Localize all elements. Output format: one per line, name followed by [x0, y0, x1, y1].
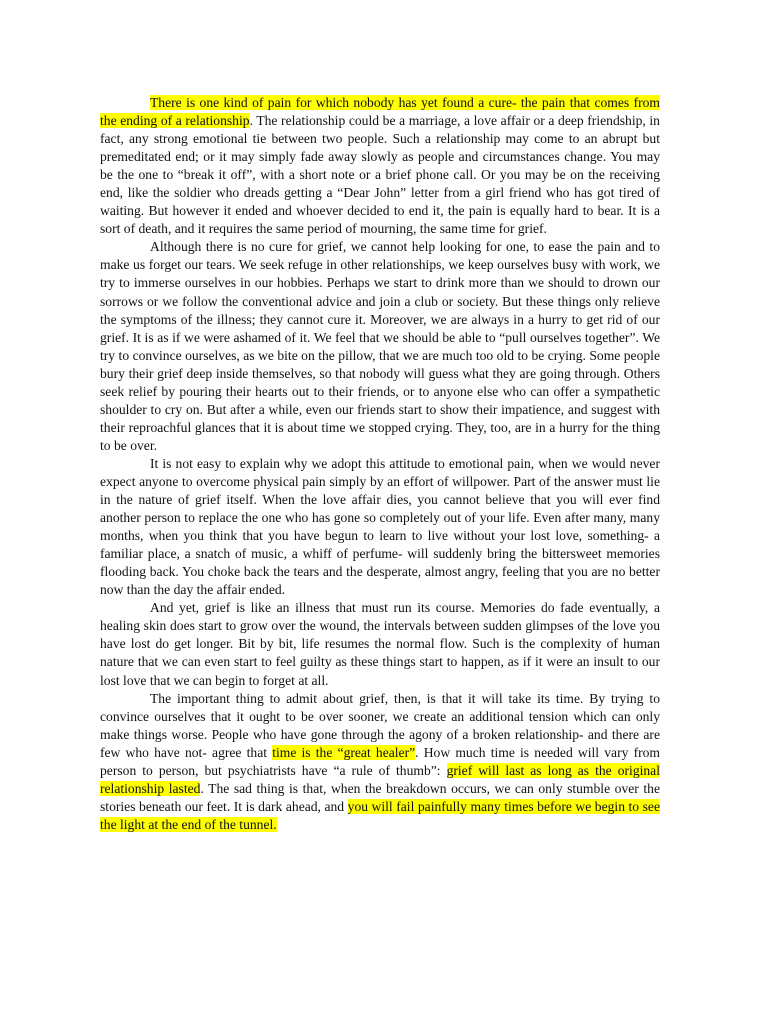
paragraph-text: . The relationship could be a marriage, a love affair or a deep friendship, in fact, any strong emotional tie between two people. Such a relationship may come to an abrupt but premeditated end; or it may simply fade away slowly as people and circumstances change. You may be the one to “break it off”, with a short note or a brief phone call. Or you may be on the receiving end, like the soldier who dreads getting a “Dear John” letter from a girl friend who has got tired of waiting. But however it ended and whoever decided to end it, the pain is equally hard to bear. It is a sort of death, and it requires the same period of mourning, the same time for grief.: [100, 113, 660, 237]
paragraph-text: Although there is no cure for grief, we cannot help looking for one, to ease the pain and to make us forget our tears. We seek refuge in other relationships, we keep ourselves busy with work, we try to immerse ourselves in our hobbies. Perhaps we start to drink more than we should to drown our sorrows or we follow the conventional advice and join a club or society. But these things only relieve the symptoms of the illness; they cannot cure it. Moreover, we are always in a hurry to get rid of our grief. It is as if we were ashamed of it. We feel that we should be able to “pull ourselves together”. We try to convince ourselves, as we bite on the pillow, that we are much too old to be crying. Some people bury their grief deep inside themselves, so that nobody will guess what they are going through. Others seek relief by pouring their hearts out to their friends, or to anyone else who can offer a sympathetic shoulder to cry on. But after a while, even our friends start to show their impatience, and suggest with their reproachful glances that it is about time we stopped crying. They, too, are in a hurry for the thing to be over.: [100, 239, 660, 453]
paragraph-text: . How much time is needed will vary from person to person, but psychiatrists have “a rule of thumb”:: [100, 744, 660, 778]
paragraph-text: And yet, grief is like an illness that must run its course. Memories do fade eventually, a healing skin does start to grow over the wound, the intervals between sudden glimpses of the love you have lost do get longer. Bit by bit, life resumes the normal flow. Such is the complexity of human nature that we can even start to feel guilty as these things start to happen, as if it were an insult to our lost love that we can begin to forget at all.: [100, 600, 660, 688]
paragraph-text: . The sad thing is that, when the breakdown occurs, we can only stumble over the stories beneath our feet. It is dark ahead, and: [100, 780, 660, 814]
paragraph-text: The important thing to admit about grief, then, is that it will take its time. By trying to convince ourselves that it ought to be over sooner, we create an additional tension which can only make things worse. People who have gone through the agony of a broken relationship- and there are few who have not- agree that: [100, 690, 660, 760]
paragraph-text: It is not easy to explain why we adopt this attitude to emotional pain, when we would never expect anyone to overcome physical pain simply by an effort of willpower. Part of the answer must lie in the nature of grief itself. When the love affair dies, you cannot believe that you will ever find another person to replace the one who has gone so completely out of your life. Even after many, many months, when you think that you have begun to learn to live without your lost love, something- a familiar place, a snatch of music, a whiff of perfume- will suddenly bring the bittersweet memories flooding back. You choke back the tears and the desperate, almost angry, feeling that you are no better now than the day the affair ended.: [100, 455, 660, 598]
paragraph-1: [100, 94, 660, 238]
paragraph-4: [100, 599, 660, 689]
paragraph-5: [100, 690, 660, 834]
paragraph-2: [100, 238, 660, 455]
highlighted-text: grief will last as long as the original relationship lasted: [100, 762, 660, 796]
paragraph-3: [100, 455, 660, 599]
document-body: [100, 94, 660, 834]
highlighted-text: There is one kind of pain for which nobody has yet found a cure- the pain that comes from the ending of a relationship: [100, 95, 660, 129]
highlighted-text: time is the “great healer”: [272, 744, 416, 760]
highlighted-text: you will fail painfully many times before we begin to see the light at the end of the tunnel.: [100, 798, 660, 832]
